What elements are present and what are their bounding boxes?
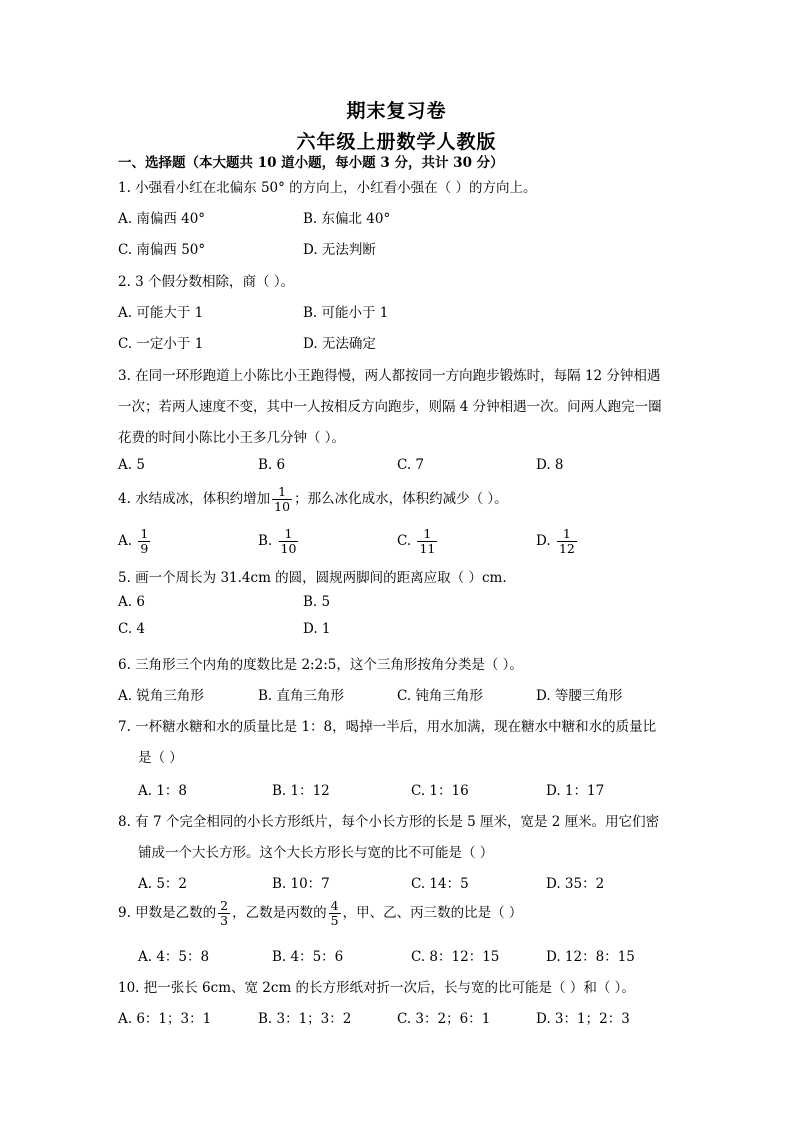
question-4-text-a: 4. 水结成冰，体积约增加 (118, 491, 271, 507)
q1-option-a: A. 南偏西 40° (118, 211, 206, 227)
q5-option-b: B. 5 (303, 594, 331, 610)
question-8-line-1: 8. 有 7 个完全相同的小长方形纸片，每个小长方形的长是 5 厘米，宽是 2 厘米。用它们密 (118, 814, 660, 830)
q10-option-a: A. 6：1；3：1 (118, 1011, 212, 1027)
section-heading: 一、选择题（本大题共 10 道小题，每小题 3 分，共计 30 分） (118, 155, 504, 171)
q4-option-a: A. $\frac{1}{9}$ (118, 526, 149, 556)
page-title: 期末复习卷 (346, 100, 447, 122)
q2-option-d: D. 无法确定 (303, 336, 376, 352)
question-5: 5. 画一个周长为 31.4cm 的圆，圆规两脚间的距离应取（ ）cm. (118, 570, 507, 586)
q7-option-a: A. 1：8 (138, 783, 188, 799)
question-7-line-1: 7. 一杯糖水糖和水的质量比是 1：8，喝掉一半后，用水加满，现在糖水中糖和水的质量比 (118, 719, 657, 735)
q5-option-c: C. 4 (118, 621, 146, 637)
fraction-two-thirds: $\frac{2}{3}$ (220, 898, 229, 928)
q9-option-d: D. 12：8：15 (546, 949, 635, 965)
question-9-text-b: ，乙数是丙数的 (232, 905, 327, 921)
q1-option-b: B. 东偏北 40° (303, 211, 391, 227)
q3-option-b: B. 6 (258, 457, 286, 473)
question-4-text-b: ；那么冰化成水，体积约减少（ ）。 (294, 491, 508, 507)
q9-option-a: A. 4：5：8 (138, 949, 210, 965)
q10-option-c: C. 3：2；6：1 (397, 1011, 491, 1027)
q8-option-a: A. 5：2 (138, 876, 188, 892)
question-3-line-2: 一次；若两人速度不变，其中一人按相反方向跑步，则隔 4 分钟相遇一次。问两人跑完一圈 (118, 399, 662, 415)
q6-option-d: D. 等腰三角形 (536, 688, 623, 704)
q2-option-b: B. 可能小于 1 (303, 305, 389, 321)
q2-option-c: C. 一定小于 1 (118, 336, 204, 352)
question-1: 1. 小强看小红在北偏东 50° 的方向上，小红看小强在（ ）的方向上。 (118, 180, 537, 196)
q9-option-c: C. 8：12：15 (411, 949, 500, 965)
question-3-line-3: 花费的时间小陈比小王多几分钟（ ）。 (118, 430, 346, 446)
question-10: 10. 把一张长 6cm、宽 2cm 的长方形纸对折一次后，长与宽的比可能是（ ）和（ ）。 (118, 980, 635, 996)
question-9-text-c: ，甲、乙、丙三数的比是（ ） (342, 905, 523, 921)
q5-option-a: A. 6 (118, 594, 145, 610)
q10-option-d: D. 3：1；2：3 (536, 1011, 630, 1027)
question-9-text-a: 9. 甲数是乙数的 (118, 905, 217, 921)
q4-option-d: D. $\frac{1}{12}$ (536, 526, 575, 556)
q2-option-a: A. 可能大于 1 (118, 305, 204, 321)
q1-option-c: C. 南偏西 50° (118, 242, 206, 258)
q3-option-d: D. 8 (536, 457, 564, 473)
question-4 (118, 485, 508, 514)
question-2: 2. 3 个假分数相除，商（ ）。 (118, 274, 295, 290)
question-8-line-2: 铺成一个大长方形。这个大长方形长与宽的比不可能是（ ） (138, 845, 494, 861)
q8-option-c: C. 14：5 (411, 876, 469, 892)
q9-option-b: B. 4：5：6 (272, 949, 344, 965)
q4-option-b: B. $\frac{1}{10}$ (258, 526, 297, 556)
q4-option-c: C. $\frac{1}{11}$ (397, 526, 436, 556)
q7-option-c: C. 1：16 (411, 783, 469, 799)
question-3-line-1: 3. 在同一环形跑道上小陈比小王跑得慢，两人都按同一方向跑步锻炼时，每隔 12 分钟相遇 (118, 368, 661, 384)
q8-option-b: B. 10：7 (272, 876, 330, 892)
q6-option-b: B. 直角三角形 (258, 688, 345, 704)
q7-option-d: D. 1：17 (546, 783, 605, 799)
q6-option-c: C. 钝角三角形 (397, 688, 483, 704)
q8-option-d: D. 35：2 (546, 876, 605, 892)
q1-option-d: D. 无法判断 (303, 242, 376, 258)
page-subtitle: 六年级上册数学人教版 (296, 131, 497, 153)
q5-option-d: D. 1 (303, 621, 331, 637)
q10-option-b: B. 3：1；3：2 (258, 1011, 352, 1027)
question-7-line-2: 是（ ） (138, 750, 183, 766)
q3-option-a: A. 5 (118, 457, 145, 473)
q3-option-c: C. 7 (397, 457, 425, 473)
question-9 (118, 899, 522, 928)
q7-option-b: B. 1：12 (272, 783, 330, 799)
q6-option-a: A. 锐角三角形 (118, 688, 204, 704)
fraction-one-tenth: $\frac{1}{10}$ (274, 484, 291, 514)
fraction-four-fifths: $\frac{4}{5}$ (330, 898, 339, 928)
question-6: 6. 三角形三个内角的度数比是 2:2:5，这个三角形按角分类是（ ）。 (118, 657, 523, 673)
